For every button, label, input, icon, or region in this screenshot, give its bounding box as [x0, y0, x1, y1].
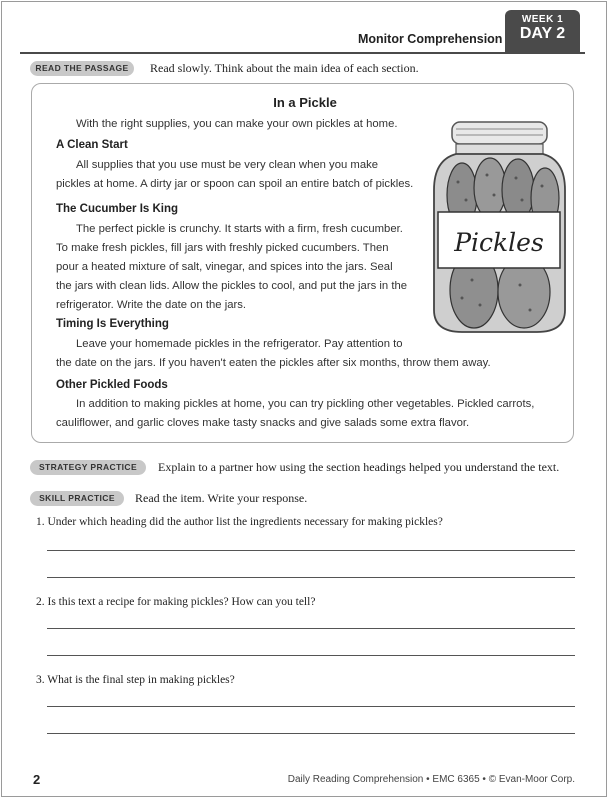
question-1: 1. Under which heading did the author list the ingredients necessary for making pickles? — [36, 516, 443, 528]
strategy-practice-instruction: Explain to a partner how using the section headings helped you understand the text. — [158, 460, 560, 474]
passage-line: The perfect pickle is crunchy. It starts with a firm, fresh cucumber. — [76, 223, 403, 235]
answer-line[interactable] — [47, 655, 575, 656]
skill-practice-label: SKILL PRACTICE — [30, 491, 124, 506]
section-heading: Timing Is Everything — [56, 318, 169, 330]
passage-line: refrigerator. Write the date on the jars. — [56, 299, 247, 311]
passage-line: Leave your homemade pickles in the refrigerator. Pay attention to — [76, 338, 403, 350]
answer-line[interactable] — [47, 577, 575, 578]
week-label: WEEK 1 — [521, 14, 564, 25]
passage-line: All supplies that you use must be very clean when you make — [76, 159, 379, 171]
week-day-tab — [505, 10, 580, 52]
passage-intro: With the right supplies, you can make your own pickles at home. — [76, 118, 398, 130]
skill-practice-instruction: Read the item. Write your response. — [135, 491, 308, 505]
answer-line[interactable] — [47, 733, 575, 734]
skill-title: Monitor Comprehension — [358, 32, 503, 46]
section-heading: Other Pickled Foods — [56, 379, 168, 391]
passage-line: the date on the jars. If you haven't eaten the pickles after six months, throw them away. — [56, 357, 491, 369]
passage-line: pour a heated mixture of salt, vinegar, and spices into the jars. Seal — [56, 261, 393, 273]
question-3: 3. What is the final step in making pickles? — [36, 674, 235, 686]
section-heading: The Cucumber Is King — [56, 203, 179, 215]
footer-credit: Daily Reading Comprehension • EMC 6365 • © Evan-Moor Corp. — [287, 774, 575, 785]
question-2: 2. Is this text a recipe for making pickles? How can you tell? — [36, 596, 316, 608]
passage-line: To make fresh pickles, fill jars with freshly picked cucumbers. Then — [56, 242, 389, 254]
jar-label-text: Pickles — [454, 228, 544, 257]
read-passage-label: READ THE PASSAGE — [30, 61, 134, 76]
passage-line: the jars with clean lids. Allow the pickles to cool, and put the jars in the — [56, 280, 408, 292]
page-number: 2 — [33, 772, 41, 787]
passage-title: In a Pickle — [273, 95, 337, 110]
passage-line: pickles at home. A dirty jar or spoon can spoil an entire batch of pickles. — [56, 178, 414, 190]
answer-line[interactable] — [47, 628, 575, 629]
day-label: DAY 2 — [519, 25, 566, 42]
header-rule — [20, 52, 585, 54]
passage-line: In addition to making pickles at home, you can try pickling other vegetables. Pickled carrots, — [76, 398, 535, 410]
read-passage-instruction: Read slowly. Think about the main idea of each section. — [150, 61, 419, 75]
section-heading: A Clean Start — [56, 139, 128, 151]
answer-line[interactable] — [47, 706, 575, 707]
passage-line: cauliflower, and garlic cloves make tasty snacks and give salads some extra flavor. — [56, 417, 470, 429]
strategy-practice-label: STRATEGY PRACTICE — [30, 460, 146, 475]
answer-line[interactable] — [47, 550, 575, 551]
pickle-jar-illustration — [432, 120, 567, 335]
